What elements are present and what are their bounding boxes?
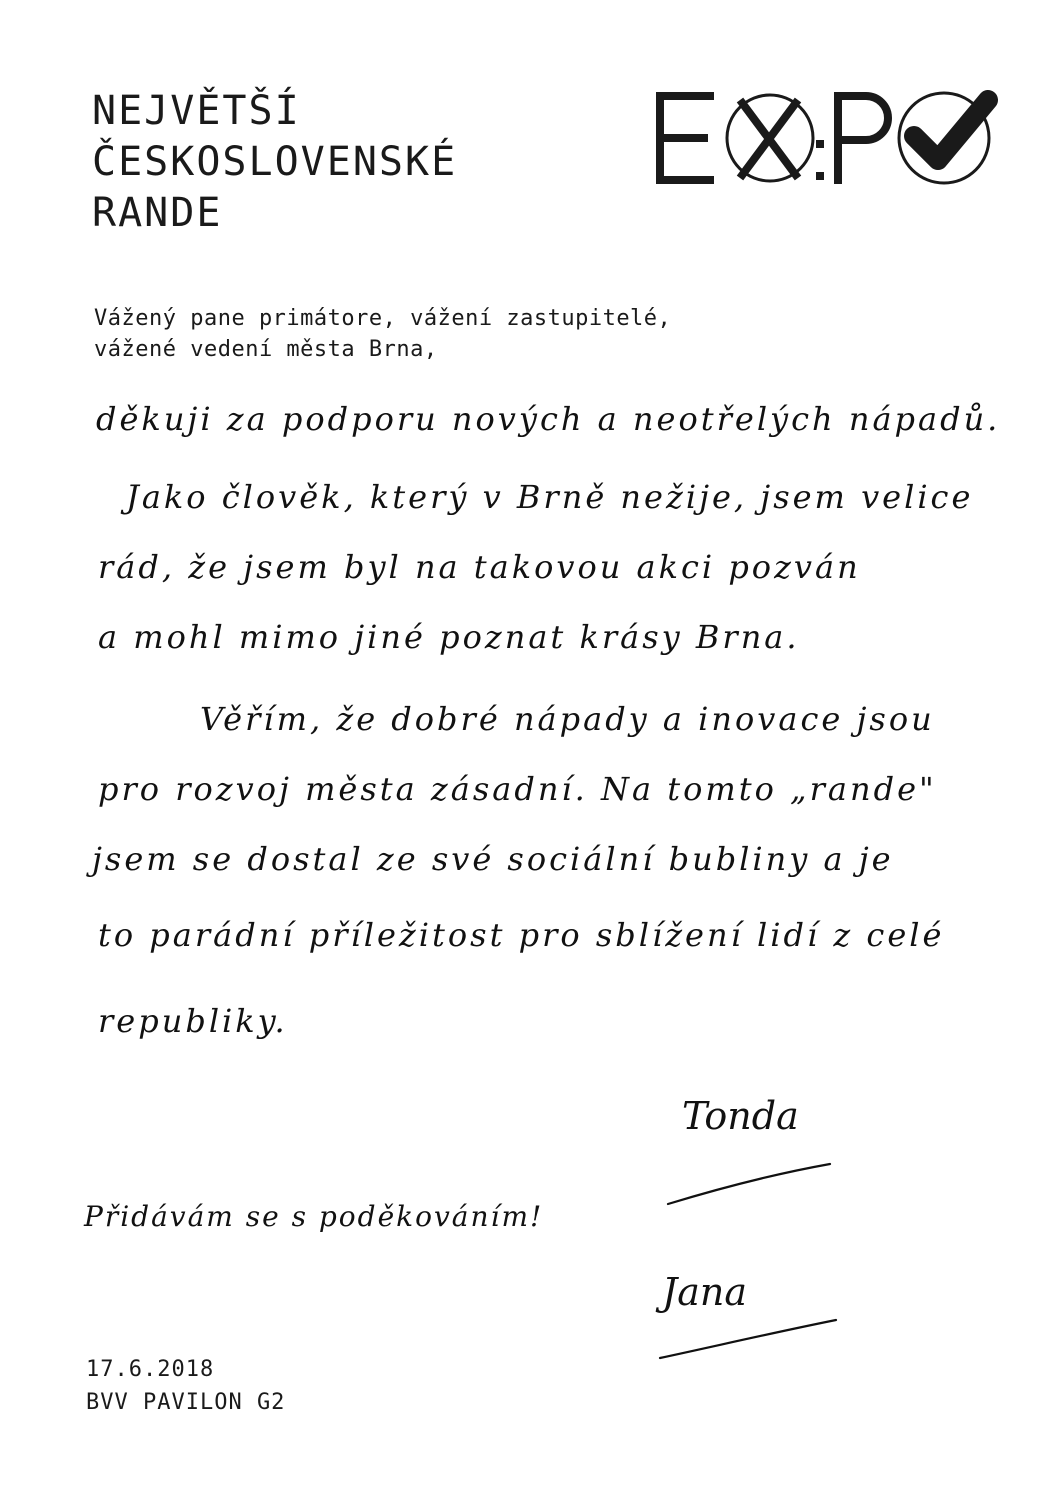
signature-tonda-underline <box>664 1160 834 1210</box>
signature-jana: Jana <box>662 1270 748 1314</box>
letter-line-4: a mohl mimo jiné poznat krásy Brna. <box>98 618 800 656</box>
letter-line-3: rád, že jsem byl na takovou akci pozván <box>98 548 861 586</box>
title-line-3: RANDE <box>92 190 223 236</box>
salutation-line-1: Vážený pane primátore, vážení zastupitelé, <box>94 306 672 331</box>
letter-line-6: pro rozvoj města zásadní. Na tomto „rande" <box>98 770 937 808</box>
postscript-note: Přidávám se s poděkováním! <box>84 1200 544 1233</box>
signature-tonda: Tonda <box>682 1094 799 1138</box>
letter-line-2: Jako člověk, který v Brně nežije, jsem velice <box>126 478 974 516</box>
letter-line-1: děkuji za podporu nových a neotřelých nápadů. <box>96 400 1001 438</box>
letter-line-8: to parádní příležitost pro sblížení lidí z celé <box>98 916 945 954</box>
document-title <box>92 86 457 239</box>
title-line-2: ČESKOSLOVENSKÉ <box>92 139 458 185</box>
letter-line-7: jsem se dostal ze své sociální bubliny a je <box>92 840 894 878</box>
expo-logo <box>652 86 1002 190</box>
footer <box>86 1353 285 1419</box>
salutation <box>94 303 671 365</box>
event-date: 17.6.2018 <box>86 1357 215 1382</box>
title-line-1: NEJVĚTŠÍ <box>92 88 301 134</box>
event-venue: BVV PAVILON G2 <box>86 1390 286 1415</box>
signature-jana-underline <box>656 1316 841 1364</box>
letter-line-9: republiky. <box>98 1002 288 1040</box>
salutation-line-2: vážené vedení města Brna, <box>94 337 438 362</box>
letter-line-5: Věřím, že dobré nápady a inovace jsou <box>200 700 935 738</box>
